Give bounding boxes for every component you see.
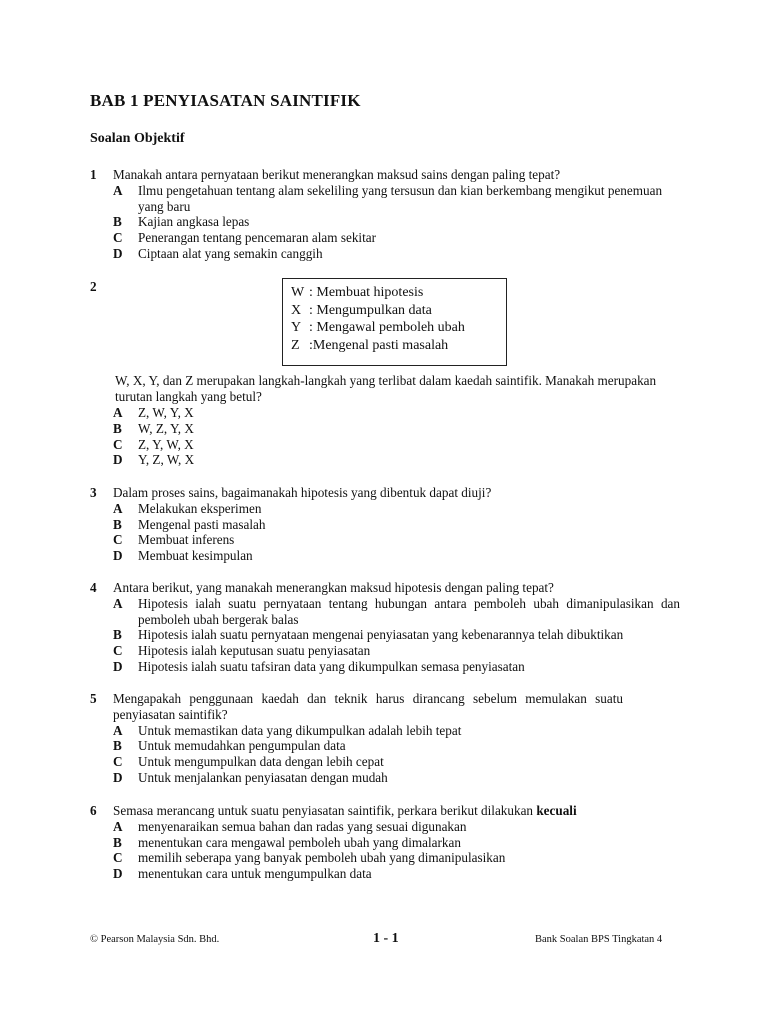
option-list <box>113 819 680 882</box>
option-letter: A <box>113 182 123 198</box>
question-number: 4 <box>90 580 97 595</box>
option-c <box>113 532 680 548</box>
option-text: Ciptaan alat yang semakin canggih <box>138 245 323 261</box>
section-subtitle: Soalan Objektif <box>90 131 185 146</box>
option-letter: B <box>113 214 122 230</box>
option-letter: C <box>113 230 123 246</box>
option-c <box>113 643 680 659</box>
option-letter: C <box>113 532 123 548</box>
step-y <box>291 319 506 337</box>
option-a <box>113 596 680 628</box>
option-c <box>113 437 413 453</box>
footer-copyright: © Pearson Malaysia Sdn. Bhd. <box>90 934 220 945</box>
question-emphasis: kecuali <box>536 803 577 818</box>
option-d <box>113 548 680 564</box>
option-a <box>113 183 680 215</box>
option-text: Membuat inferens <box>138 532 235 548</box>
question-number: 5 <box>90 691 97 706</box>
step-x <box>291 302 506 320</box>
question-text-wrapper <box>113 803 680 819</box>
question-5 <box>90 691 680 786</box>
option-text: Melakukan eksperimen <box>138 500 262 516</box>
option-text: Hipotesis ialah suatu pernyataan tentang hubungan antara pemboleh ubah dimanipulasikan dan pemboleh ubah bergerak balas <box>138 595 680 627</box>
option-c <box>113 754 680 770</box>
option-a <box>113 723 680 739</box>
option-c <box>113 850 680 866</box>
option-letter: B <box>113 420 122 436</box>
option-text: W, Z, Y, X <box>138 420 194 436</box>
option-letter: A <box>113 722 123 738</box>
option-letter: C <box>113 643 123 659</box>
page-number: 1 - 1 <box>373 931 399 946</box>
option-text: memilih seberapa yang banyak pemboleh ubah yang dimanipulasikan <box>138 850 506 866</box>
step-label: Z <box>291 337 300 353</box>
option-b <box>113 214 680 230</box>
option-b <box>113 517 680 533</box>
option-b <box>113 738 680 754</box>
option-a <box>113 501 680 517</box>
option-text: Z, Y, W, X <box>138 436 194 452</box>
question-number: 2 <box>90 279 97 294</box>
option-letter: A <box>113 818 123 834</box>
steps-box <box>282 278 507 366</box>
option-letter: D <box>113 245 123 261</box>
option-text: Mengenal pasti masalah <box>138 516 266 532</box>
step-text: : Mengawal pemboleh ubah <box>309 320 465 335</box>
option-d <box>113 452 413 468</box>
option-list <box>113 183 680 262</box>
option-letter: B <box>113 627 122 643</box>
question-number: 3 <box>90 485 97 500</box>
option-d <box>113 246 680 262</box>
question-text: Antara berikut, yang manakah menerangkan maksud hipotesis dengan paling tepat? <box>113 580 554 595</box>
question-text: Dalam proses sains, bagaimanakah hipotesis yang dibentuk dapat diuji? <box>113 485 492 500</box>
step-text: : Membuat hipotesis <box>309 285 424 300</box>
option-list <box>113 596 680 675</box>
option-d <box>113 770 680 786</box>
step-label: X <box>291 302 302 318</box>
option-b <box>113 627 680 643</box>
option-letter: D <box>113 548 123 564</box>
step-text: : Mengumpulkan data <box>309 302 432 318</box>
option-d <box>113 659 680 675</box>
step-label: W <box>291 285 305 300</box>
option-text: menyenaraikan semua bahan dan radas yang sesuai digunakan <box>138 818 467 834</box>
footer-book-title: Bank Soalan BPS Tingkatan 4 <box>535 934 663 945</box>
option-letter: A <box>113 405 123 420</box>
option-letter: C <box>113 850 123 866</box>
option-letter: D <box>113 866 123 882</box>
option-text: Kajian angkasa lepas <box>138 214 250 230</box>
option-text: Z, W, Y, X <box>138 405 194 420</box>
option-letter: B <box>113 516 122 532</box>
option-text: Untuk menjalankan penyiasatan dengan mudah <box>138 769 388 785</box>
option-text: Penerangan tentang pencemaran alam sekitar <box>138 230 376 246</box>
option-text: Membuat kesimpulan <box>138 548 253 564</box>
question-3 <box>90 485 680 564</box>
option-b <box>113 835 680 851</box>
question-4 <box>90 580 680 675</box>
question-text: Semasa merancang untuk suatu penyiasatan saintifik, perkara berikut dilakukan <box>113 803 534 818</box>
option-text: Untuk memastikan data yang dikumpulkan adalah lebih tepat <box>138 722 462 738</box>
question-1 <box>90 167 680 262</box>
option-letter: D <box>113 769 123 785</box>
option-letter: B <box>113 738 122 754</box>
option-list <box>113 405 413 468</box>
option-text: Y, Z, W, X <box>138 452 195 468</box>
option-list <box>113 501 680 564</box>
option-b <box>113 421 413 437</box>
option-d <box>113 866 680 882</box>
question-text: Mengapakah penggunaan kaedah dan teknik harus dirancang sebelum memulakan suatu penyiasatan saintifik? <box>113 691 623 722</box>
option-text: menentukan cara mengawal pemboleh ubah yang dimalarkan <box>138 834 461 850</box>
option-a <box>113 405 413 421</box>
option-letter: C <box>113 754 123 770</box>
option-text: Ilmu pengetahuan tentang alam sekeliling yang tersusun dan kian berkembang mengikut penemuan yang baru <box>138 182 663 214</box>
option-text: Untuk mengumpulkan data dengan lebih cepat <box>138 754 384 770</box>
chapter-title: BAB 1 PENYIASATAN SAINTIFIK <box>90 91 361 110</box>
question-number: 6 <box>90 803 97 818</box>
question-text: W, X, Y, dan Z merupakan langkah-langkah yang terlibat dalam kaedah saintifik. Manakah merupakan turutan langkah yang betul? <box>115 373 657 404</box>
question-number: 1 <box>90 167 97 182</box>
option-letter: B <box>113 834 122 850</box>
option-text: menentukan cara untuk mengumpulkan data <box>138 866 372 882</box>
option-list <box>113 723 680 786</box>
step-z <box>291 337 506 355</box>
option-letter: C <box>113 436 123 452</box>
option-text: Hipotesis ialah suatu tafsiran data yang dikumpulkan semasa penyiasatan <box>138 658 525 674</box>
option-letter: D <box>113 452 123 468</box>
option-letter: A <box>113 500 123 516</box>
option-a <box>113 819 680 835</box>
step-w <box>291 284 506 302</box>
option-text: Hipotesis ialah suatu pernyataan mengenai penyiasatan yang kebenarannya telah dibuktikan <box>138 627 624 643</box>
option-letter: D <box>113 658 123 674</box>
step-text: :Mengenal pasti masalah <box>309 337 449 353</box>
option-letter: A <box>113 595 123 611</box>
question-6 <box>90 803 680 882</box>
question-text: Manakah antara pernyataan berikut menerangkan maksud sains dengan paling tepat? <box>113 167 561 182</box>
step-label: Y <box>291 320 302 335</box>
option-text: Untuk memudahkan pengumpulan data <box>138 738 346 754</box>
option-c <box>113 230 680 246</box>
option-text: Hipotesis ialah keputusan suatu penyiasatan <box>138 643 371 659</box>
